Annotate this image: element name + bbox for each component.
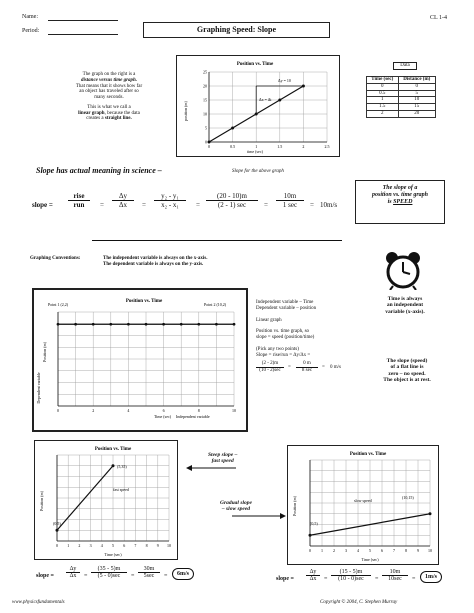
numerator: (35 - 5)m <box>97 566 121 572</box>
steep-y-label: Position (m) <box>39 491 44 511</box>
data-point <box>74 323 77 326</box>
top-chart-title: Position vs. Time <box>236 62 274 67</box>
mid-result: 0 m/s <box>330 365 341 371</box>
data-point <box>197 323 200 326</box>
slope-heading: Slope has actual meaning in science – <box>36 166 162 175</box>
note-line: Position vs. time graph, so <box>256 329 310 335</box>
arrow-text: – slow speed <box>221 506 251 513</box>
denominator: (10 - 2)sec <box>259 368 281 373</box>
table-row <box>367 104 436 111</box>
equals: = <box>84 573 88 579</box>
note-line: slope = speed (position/time) <box>256 335 315 340</box>
intro-text <box>54 72 164 122</box>
rest-note <box>368 358 446 383</box>
steep-x-tick: 2 <box>78 543 81 548</box>
steep-x-tick: 3 <box>89 543 92 548</box>
top-chart <box>176 55 340 157</box>
denominator: 10sec <box>388 576 402 582</box>
data-point <box>180 323 183 326</box>
mid-x-tick: 10 <box>232 408 236 413</box>
denominator: Δx <box>69 573 77 579</box>
top-x-tick: 2.5 <box>324 144 330 149</box>
gradual-arrow-label <box>220 500 252 513</box>
steep-x-tick: 9 <box>156 543 159 548</box>
intro-line: , because the data <box>104 110 140 116</box>
table-row <box>367 83 436 90</box>
arrow-text: Steep slope – <box>208 452 238 458</box>
fraction <box>138 566 160 579</box>
shallow-x-tick: 9 <box>417 548 419 553</box>
numerator: (2 - 2)m <box>261 361 279 367</box>
formula-lhs: slope = <box>36 573 54 579</box>
data-table <box>366 76 436 118</box>
note-line: position vs. time graph <box>371 191 428 198</box>
arrow-head-icon <box>186 465 192 471</box>
steep-x-tick: 0 <box>56 543 58 548</box>
shallow-result: 1m/s <box>420 571 442 583</box>
steep-x-tick: 7 <box>134 543 137 548</box>
table-cell: 20 <box>398 110 435 117</box>
note-line: SPEED <box>393 198 413 205</box>
fraction <box>306 569 320 582</box>
shallow-chart <box>287 445 439 565</box>
steep-x-tick: 5 <box>112 543 114 548</box>
table-cell: 15 <box>398 104 435 111</box>
mid-x-tick: 6 <box>162 408 165 413</box>
mid-x-tick: 0 <box>57 408 59 413</box>
table-row <box>367 110 436 117</box>
table-cell: 5 <box>398 90 435 97</box>
equals: = <box>288 365 291 371</box>
top-grid <box>203 70 330 150</box>
mid-x-tick: 4 <box>127 408 130 413</box>
table-row <box>367 90 436 97</box>
equals: = <box>412 576 416 582</box>
fraction <box>382 569 408 582</box>
denominator: Δx <box>118 201 127 209</box>
fraction <box>331 569 371 582</box>
conventions-text <box>103 256 207 268</box>
mid-y-label: Position (m) <box>42 342 47 362</box>
mid-indep-label: Independent variable <box>176 414 210 419</box>
data-point <box>56 529 59 532</box>
table-cell: 2 <box>367 110 399 117</box>
top-chart-svg <box>177 56 339 156</box>
arrow-text: Gradual slope <box>220 500 252 506</box>
steep-result: 6m/s <box>172 568 194 580</box>
slope-equation <box>28 190 350 224</box>
table-cell: 10 <box>398 97 435 104</box>
shallow-x-tick: 0 <box>309 548 311 553</box>
denominator: Δx <box>309 576 317 582</box>
top-y-tick: 15 <box>203 97 207 103</box>
shallow-grid <box>309 460 432 553</box>
equals: = <box>142 201 146 209</box>
note-line: (Pick any two points) <box>256 346 299 352</box>
shallow-x-tick: 3 <box>345 548 347 553</box>
slope-lhs: slope = <box>32 201 53 209</box>
steep-x-tick: 6 <box>123 543 126 548</box>
arrow-head-icon <box>280 513 286 519</box>
steep-start-label: (0,5) <box>53 521 61 526</box>
table-cell: 0.5 <box>367 90 399 97</box>
equals: = <box>375 576 379 582</box>
point-2-label: Point 2 (10,2) <box>204 302 227 307</box>
data-point <box>309 534 312 537</box>
shallow-x-tick: 10 <box>428 548 432 553</box>
numerator: (15 - 5)m <box>339 569 363 575</box>
fraction <box>256 361 284 374</box>
mid-x-label: Time (sec) <box>154 414 172 419</box>
shallow-x-tick: 7 <box>393 548 395 553</box>
shallow-y-label: Position (m) <box>292 496 297 516</box>
dx-label: Δy = 10 <box>278 78 291 83</box>
formula-lhs: slope = <box>276 576 294 582</box>
denominator: (2 - 1) sec <box>217 201 247 209</box>
slope-result: 10m/s <box>320 201 338 209</box>
convention-line: The independent variable is always on the x-axis. <box>103 256 208 261</box>
shallow-chart-svg <box>288 446 438 564</box>
page-title: Graphing Speed: Slope <box>143 22 330 38</box>
intro-line: This is what we call a <box>87 104 131 110</box>
table-label: Data <box>393 62 417 70</box>
note-line: The object is at rest. <box>383 376 431 383</box>
top-x-label: time (sec) <box>247 149 263 154</box>
mid-chart-title: Position vs. Time <box>125 299 163 304</box>
fraction <box>154 192 186 209</box>
numerator: 10m <box>389 569 401 575</box>
denominator: 1 sec <box>282 201 298 209</box>
fraction <box>206 192 258 209</box>
steep-chart <box>34 440 178 560</box>
top-y-tick: 25 <box>203 69 207 75</box>
table-cell: 0 <box>398 83 435 90</box>
fraction <box>91 566 127 579</box>
fraction <box>66 566 80 579</box>
steep-x-label: Time (sec) <box>104 552 122 557</box>
numerator: 10m <box>283 192 297 200</box>
top-y-tick: 5 <box>205 125 207 131</box>
denominator: (10 - 0)sec <box>338 576 364 582</box>
fraction <box>276 192 304 209</box>
numerator: Δy <box>309 569 317 575</box>
steep-x-tick: 1 <box>67 543 70 548</box>
top-x-tick: 1 <box>255 144 258 149</box>
intro-line: The graph on the right is a <box>82 72 136 77</box>
note-line: is <box>387 198 392 205</box>
equals: = <box>322 365 325 371</box>
top-x-tick: 2 <box>302 144 305 149</box>
data-point <box>231 127 234 130</box>
shallow-x-tick: 4 <box>357 548 359 553</box>
table-cell: 0 <box>367 83 399 90</box>
shallow-x-tick: 6 <box>381 548 383 553</box>
denominator: (5 - 0)sec <box>97 573 121 579</box>
data-point <box>92 323 95 326</box>
dy-label: Δx = Δt <box>259 97 272 102</box>
shallow-start-label: (0,5) <box>310 521 318 526</box>
data-point <box>162 323 165 326</box>
data-point <box>112 464 115 467</box>
equals: = <box>196 201 200 209</box>
numerator: 30m <box>143 566 155 572</box>
period-label: Period: <box>22 28 40 34</box>
period-field[interactable] <box>48 34 118 35</box>
data-point <box>208 141 211 144</box>
mid-grid <box>57 312 236 413</box>
steep-chart-svg <box>35 441 177 559</box>
top-y-tick: 0 <box>205 139 207 145</box>
footer-left: www.physicsfundamentals <box>12 600 65 605</box>
numerator: (20 - 10)m <box>217 192 247 200</box>
intro-line: That means that it shows how far <box>75 83 143 89</box>
note-line: Slope = rise/run = Δy/Δx = <box>256 352 311 358</box>
intro-line: an object has traveled after so <box>79 89 139 95</box>
intro-line: linear graph <box>78 110 105 116</box>
numerator: Δy <box>118 192 127 200</box>
note-line: an independent <box>386 302 424 309</box>
shallow-speed-label: slow speed <box>354 498 372 503</box>
shallow-x-tick: 1 <box>321 548 323 553</box>
top-y-tick: 10 <box>203 111 207 117</box>
shallow-formula <box>276 568 462 594</box>
convention-line: The dependent variable is always on the y-axis. <box>103 261 204 267</box>
speed-note <box>355 180 445 224</box>
equals: = <box>131 573 135 579</box>
table-row <box>367 97 436 104</box>
note-line: variable (x-axis). <box>385 308 425 315</box>
intro-line: creates a <box>86 116 104 122</box>
intro-line: distance versus time graph. <box>80 77 138 83</box>
page-code: CL 1-4 <box>430 15 447 21</box>
numerator: 0 m <box>303 361 311 367</box>
table-cell: 1.5 <box>367 104 399 111</box>
table-header: Distance (m) <box>398 77 435 84</box>
mid-chart <box>32 288 248 432</box>
note-line: The slope (speed) <box>386 358 428 364</box>
data-point <box>145 323 148 326</box>
point-1-label: Point 1 (2,2) <box>48 302 69 307</box>
intro-line: many seconds. <box>94 95 124 100</box>
name-field[interactable] <box>48 20 118 21</box>
data-point <box>109 323 112 326</box>
note-line: Linear graph <box>256 317 282 323</box>
name-label: Name: <box>22 14 38 20</box>
top-y-tick: 20 <box>203 83 207 89</box>
mid-x-tick: 8 <box>197 408 200 413</box>
note-line: Independent variable – Time <box>256 300 314 305</box>
steep-x-tick: 4 <box>100 543 103 548</box>
equals: = <box>264 201 268 209</box>
equals: = <box>310 201 314 209</box>
arrow-text: fast speed <box>211 458 234 465</box>
note-line: Time is always <box>387 296 423 302</box>
steep-x-tick: 8 <box>145 543 148 548</box>
top-y-label: position (m) <box>183 101 188 121</box>
top-x-tick: 1.5 <box>277 144 283 149</box>
alarm-clock-icon <box>383 250 423 290</box>
steep-chart-title: Position vs. Time <box>94 447 132 452</box>
shallow-x-tick: 5 <box>369 548 371 553</box>
fraction <box>296 361 318 374</box>
denominator: run <box>73 201 85 209</box>
mid-chart-svg <box>34 290 246 430</box>
shallow-x-tick: 8 <box>405 548 407 553</box>
data-point <box>278 99 281 102</box>
fraction <box>68 192 90 209</box>
data-point <box>127 323 130 326</box>
note-line: Dependent variable – position <box>256 305 317 311</box>
numerator: Δy <box>69 566 77 572</box>
mid-notes <box>256 300 356 377</box>
steep-end-label: (5,35) <box>117 464 127 469</box>
shallow-end-label: (10,15) <box>402 495 414 500</box>
slope-sub: Slope for the above graph <box>232 169 284 174</box>
steep-x-tick: 10 <box>167 543 171 548</box>
shallow-chart-title: Position vs. Time <box>349 452 387 457</box>
denominator: x₂ - x₁ <box>161 201 179 209</box>
conventions-label: Graphing Conventions: <box>30 256 81 261</box>
mid-x-tick: 2 <box>92 408 95 413</box>
numerator: rise <box>73 192 85 200</box>
note-line: of a flat line is <box>390 364 424 371</box>
mid-series <box>57 323 236 326</box>
equals: = <box>324 576 328 582</box>
data-point <box>429 512 432 515</box>
note-line: zero – no speed. <box>388 370 426 377</box>
mid-dep-label: Dependent variable <box>36 372 41 404</box>
intro-line: straight line. <box>104 116 132 122</box>
denominator: 8 sec <box>301 368 313 373</box>
equals: = <box>164 573 168 579</box>
clock-note <box>370 296 440 315</box>
table-cell: 1 <box>367 97 399 104</box>
shallow-x-label: Time (sec) <box>361 557 379 562</box>
steep-grid <box>56 455 171 548</box>
divider <box>92 240 342 241</box>
denominator: 5sec <box>143 573 155 579</box>
note-line: The slope of a <box>382 185 418 191</box>
data-point <box>233 323 236 326</box>
numerator: y₂ - y₁ <box>161 192 179 200</box>
top-x-tick: 0 <box>208 144 210 149</box>
steep-speed-label: fast speed <box>113 487 129 492</box>
steep-formula <box>36 565 216 591</box>
data-point <box>57 323 60 326</box>
shallow-x-tick: 2 <box>333 548 335 553</box>
steep-arrow-label <box>208 452 237 465</box>
footer-right: Copyright © 2004, C. Stephen Murray <box>320 600 398 605</box>
equals: = <box>100 201 104 209</box>
fraction <box>112 192 134 209</box>
top-x-tick: 0.5 <box>230 144 236 149</box>
data-point <box>215 323 218 326</box>
table-header: Time (sec) <box>367 77 399 84</box>
